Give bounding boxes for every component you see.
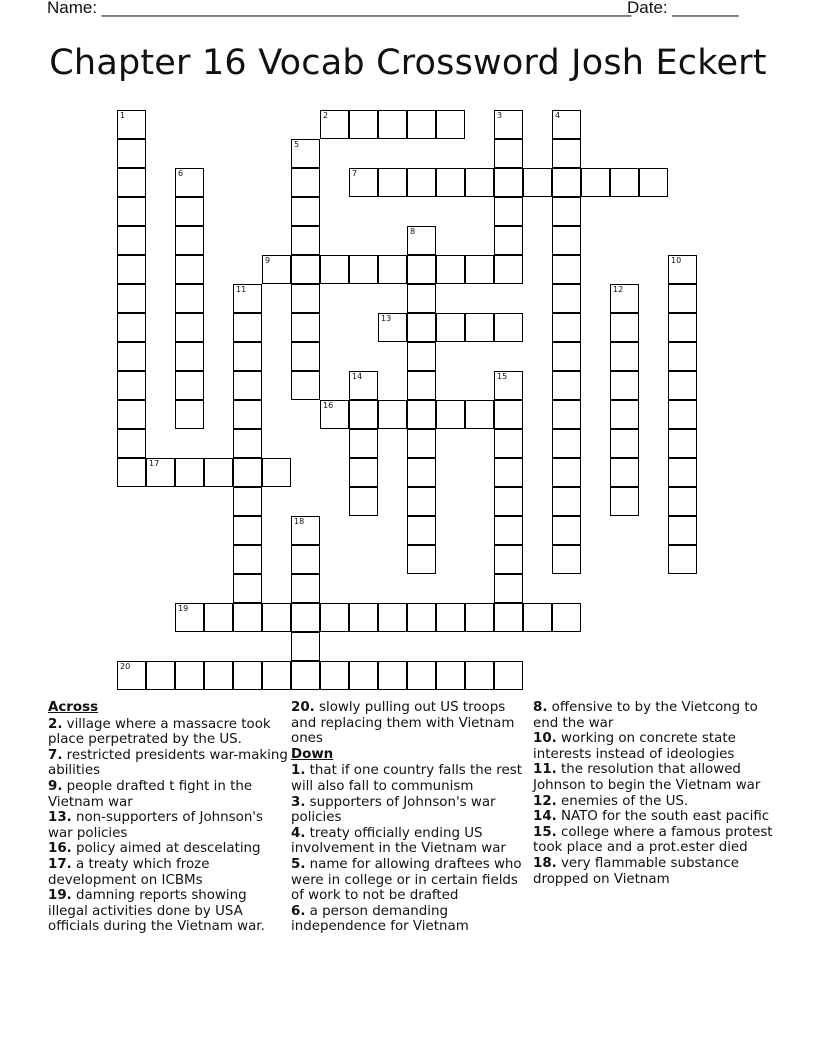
across-clue [48,841,288,857]
grid-cell[interactable] [175,400,204,429]
grid-cell[interactable] [407,516,436,545]
grid-cell[interactable] [552,603,581,632]
cell-number: 11 [236,285,247,294]
grid-cell[interactable] [407,284,436,313]
grid-cell[interactable] [407,371,436,400]
grid-cell[interactable] [610,342,639,371]
clue-number: 11. [533,762,557,778]
across-clue [48,810,288,841]
grid-cell[interactable] [349,661,378,690]
grid-cell[interactable] [407,400,436,429]
grid-cell[interactable] [204,458,233,487]
cell-number: 18 [294,517,305,526]
grid-cell[interactable] [407,313,436,342]
clue-number: 20. [291,700,315,715]
grid-cell[interactable] [436,661,465,690]
down-clue [291,826,531,857]
grid-cell[interactable] [465,313,494,342]
grid-cell[interactable] [117,429,146,458]
clue-number: 3. [291,794,306,810]
cell-number: 6 [178,169,184,178]
grid-cell[interactable] [494,574,523,603]
cell-number: 7 [352,169,358,178]
grid-cell[interactable] [552,487,581,516]
grid-cell[interactable] [349,168,378,197]
grid-cell[interactable] [407,255,436,284]
clue-number: 15. [533,824,557,840]
clue-number: 9. [48,778,63,794]
grid-cell[interactable] [610,400,639,429]
grid-cell[interactable] [291,342,320,371]
grid-cell[interactable] [552,313,581,342]
clue-number: 4. [291,825,306,841]
grid-cell[interactable] [668,342,697,371]
grid-cell[interactable] [175,342,204,371]
page-title: Chapter 16 Vocab Crossword Josh Eckert [49,43,767,83]
grid-cell[interactable] [349,458,378,487]
clue-text: non-supporters of Johnson's war policies [48,810,263,841]
across-heading: Across [48,700,99,715]
grid-cell[interactable] [146,458,175,487]
clue-number: 10. [533,731,557,747]
grid-cell[interactable] [494,139,523,168]
grid-cell[interactable] [320,400,349,429]
cell-number: 16 [323,401,334,410]
grid-cell[interactable] [117,226,146,255]
grid-cell[interactable] [494,226,523,255]
clue-text: restricted presidents war-making abilities [48,747,288,779]
grid-cell[interactable] [349,487,378,516]
grid-cell[interactable] [494,371,523,400]
grid-cell[interactable] [291,632,320,661]
clue-text: enemies of the US. [556,793,689,809]
down-clue [533,794,773,810]
grid-cell[interactable] [233,574,262,603]
grid-cell[interactable] [349,255,378,284]
grid-cell[interactable] [610,313,639,342]
clue-column-1 [48,700,288,935]
grid-cell[interactable] [552,284,581,313]
grid-cell[interactable] [262,661,291,690]
cell-number: 17 [149,459,160,468]
grid-cell[interactable] [291,603,320,632]
grid-cell[interactable] [639,168,668,197]
grid-cell[interactable] [407,458,436,487]
clue-number: 7. [48,747,63,763]
grid-cell[interactable] [465,168,494,197]
grid-cell[interactable] [407,168,436,197]
grid-cell[interactable] [494,429,523,458]
grid-cell[interactable] [552,429,581,458]
grid-cell[interactable] [552,516,581,545]
grid-cell[interactable] [349,429,378,458]
grid-cell[interactable] [494,400,523,429]
grid-cell[interactable] [117,255,146,284]
grid-cell[interactable] [494,516,523,545]
grid-cell[interactable] [117,371,146,400]
grid-cell[interactable] [407,429,436,458]
cell-number: 5 [294,140,300,149]
grid-cell[interactable] [349,603,378,632]
grid-cell[interactable] [465,661,494,690]
grid-cell[interactable] [175,313,204,342]
grid-cell[interactable] [668,429,697,458]
down-heading: Down [291,746,334,762]
grid-cell[interactable] [494,110,523,139]
clue-text: college where a famous protest took place and a prot.ester died [533,824,773,856]
clue-text: people drafted t fight in the Vietnam war [48,778,253,810]
grid-cell[interactable] [175,603,204,632]
grid-cell[interactable] [378,661,407,690]
grid-cell[interactable] [552,226,581,255]
across-clue [48,748,288,779]
across-clue [291,700,531,747]
grid-cell[interactable] [407,661,436,690]
grid-cell[interactable] [668,284,697,313]
down-clue [291,795,531,826]
grid-cell[interactable] [494,255,523,284]
grid-cell[interactable] [233,429,262,458]
grid-cell[interactable] [494,487,523,516]
grid-cell[interactable] [523,603,552,632]
clue-text: the resolution that allowed Johnson to begin the Vietnam war [533,762,761,793]
grid-cell[interactable] [494,603,523,632]
grid-cell[interactable] [552,545,581,574]
grid-cell[interactable] [436,255,465,284]
grid-cell[interactable] [262,603,291,632]
grid-cell[interactable] [668,487,697,516]
grid-cell[interactable] [117,342,146,371]
clue-text: slowly pulling out US troops and replacing them with Vietnam ones [291,700,515,747]
grid-cell[interactable] [378,313,407,342]
clue-number: 19. [48,888,72,904]
grid-cell[interactable] [552,371,581,400]
grid-cell[interactable] [233,661,262,690]
grid-cell[interactable] [291,284,320,313]
grid-cell[interactable] [465,603,494,632]
grid-cell[interactable] [320,661,349,690]
grid-cell[interactable] [204,603,233,632]
grid-cell[interactable] [494,458,523,487]
grid-cell[interactable] [436,110,465,139]
across-clue [48,717,288,748]
clue-number: 18. [533,855,557,871]
grid-cell[interactable] [465,400,494,429]
clue-text: working on concrete state interests instead of ideologies [533,731,736,762]
clue-number: 16. [48,841,72,857]
grid-cell[interactable] [668,371,697,400]
grid-cell[interactable] [436,603,465,632]
clue-text: treaty officially ending US involvement in the Vietnam war [291,825,506,857]
grid-cell[interactable] [465,255,494,284]
grid-cell[interactable] [175,197,204,226]
clue-text: damning reports showing illegal activities done by USA officials during the Vietnam war. [48,888,265,935]
clue-text: supporters of Johnson's war policies [291,794,496,826]
down-clue [533,825,773,856]
grid-cell[interactable] [291,168,320,197]
grid-cell[interactable] [175,284,204,313]
clue-text: name for allowing draftees who were in college or in certain fields of work to not be drafted [291,856,522,904]
clue-number: 2. [48,716,63,732]
clue-number: 13. [48,810,72,826]
grid-cell[interactable] [610,168,639,197]
grid-cell[interactable] [117,139,146,168]
grid-cell[interactable] [552,139,581,168]
grid-cell[interactable] [552,400,581,429]
grid-cell[interactable] [407,342,436,371]
across-clue [48,888,288,935]
grid-cell[interactable] [204,661,233,690]
grid-cell[interactable] [233,458,262,487]
grid-cell[interactable] [291,197,320,226]
grid-cell[interactable] [668,313,697,342]
clue-number: 1. [291,763,306,779]
grid-cell[interactable] [117,400,146,429]
grid-cell[interactable] [146,661,175,690]
across-clue [48,857,288,888]
grid-cell[interactable] [291,661,320,690]
grid-cell[interactable] [378,168,407,197]
grid-cell[interactable] [494,661,523,690]
grid-cell[interactable] [349,371,378,400]
grid-cell[interactable] [175,661,204,690]
grid-cell[interactable] [494,545,523,574]
grid-cell[interactable] [407,487,436,516]
grid-cell[interactable] [552,197,581,226]
clue-number: 17. [48,856,72,872]
grid-cell[interactable] [523,168,552,197]
grid-cell[interactable] [581,168,610,197]
date-field-label[interactable]: Date: _______ [627,0,739,17]
grid-cell[interactable] [407,226,436,255]
clue-text: offensive to by the Vietcong to end the war [533,700,758,731]
grid-cell[interactable] [494,313,523,342]
grid-cell[interactable] [668,255,697,284]
grid-cell[interactable] [349,400,378,429]
grid-cell[interactable] [668,516,697,545]
grid-cell[interactable] [233,545,262,574]
clue-text: NATO for the south east pacific [556,809,770,825]
grid-cell[interactable] [291,226,320,255]
grid-cell[interactable] [610,284,639,313]
grid-cell[interactable] [668,458,697,487]
clue-column-2 [291,700,531,935]
grid-cell[interactable] [233,400,262,429]
grid-cell[interactable] [117,458,146,487]
grid-cell[interactable] [233,487,262,516]
grid-cell[interactable] [233,516,262,545]
grid-cell[interactable] [552,458,581,487]
grid-cell[interactable] [552,342,581,371]
cell-number: 3 [497,111,503,120]
cell-number: 14 [352,372,363,381]
grid-cell[interactable] [175,371,204,400]
down-clue [533,809,773,825]
grid-cell[interactable] [436,313,465,342]
clue-number: 5. [291,856,306,872]
grid-cell[interactable] [291,313,320,342]
grid-cell[interactable] [407,545,436,574]
cell-number: 10 [671,256,682,265]
grid-cell[interactable] [320,255,349,284]
down-clue [533,762,773,793]
down-clue [291,904,531,935]
clue-text: a treaty which froze development on ICBMs [48,856,210,888]
down-clue [533,731,773,762]
clue-column-3 [533,700,773,887]
across-clue [48,779,288,810]
grid-cell[interactable] [291,516,320,545]
cell-number: 15 [497,372,508,381]
clue-number: 6. [291,903,306,919]
name-field-label[interactable]: Name: ________________________________________________________ [47,0,632,17]
grid-cell[interactable] [494,197,523,226]
grid-cell[interactable] [320,603,349,632]
cell-number: 12 [613,285,624,294]
grid-cell[interactable] [610,371,639,400]
cell-number: 8 [410,227,416,236]
clue-text: very flammable substance dropped on Vietnam [533,855,739,887]
grid-cell[interactable] [233,342,262,371]
grid-cell[interactable] [233,603,262,632]
grid-cell[interactable] [291,139,320,168]
grid-cell[interactable] [668,400,697,429]
grid-cell[interactable] [175,458,204,487]
cell-number: 9 [265,256,271,265]
cell-number: 4 [555,111,561,120]
grid-cell[interactable] [349,110,378,139]
grid-cell[interactable] [175,168,204,197]
grid-cell[interactable] [378,110,407,139]
grid-cell[interactable] [668,545,697,574]
grid-cell[interactable] [233,284,262,313]
grid-cell[interactable] [117,313,146,342]
grid-cell[interactable] [117,110,146,139]
clue-number: 8. [533,700,548,715]
clue-number: 12. [533,793,557,809]
grid-cell[interactable] [436,168,465,197]
grid-cell[interactable] [610,458,639,487]
clue-text: a person demanding independence for Vietnam [291,903,469,935]
down-clue [291,857,531,904]
grid-cell[interactable] [552,110,581,139]
grid-cell[interactable] [117,168,146,197]
down-clue [533,856,773,887]
grid-cell[interactable] [262,255,291,284]
grid-cell[interactable] [407,110,436,139]
clue-number: 14. [533,809,557,825]
clue-text: village where a massacre took place perpetrated by the US. [48,716,271,748]
grid-cell[interactable] [378,400,407,429]
grid-cell[interactable] [610,429,639,458]
grid-cell[interactable] [552,168,581,197]
cell-number: 2 [323,111,329,120]
clue-text: that if one country falls the rest will also fall to communism [291,763,522,794]
down-clue [291,763,531,794]
grid-cell[interactable] [291,545,320,574]
grid-cell[interactable] [610,487,639,516]
grid-cell[interactable] [378,603,407,632]
grid-cell[interactable] [262,458,291,487]
grid-cell[interactable] [175,226,204,255]
grid-cell[interactable] [291,574,320,603]
cell-number: 20 [120,662,131,671]
grid-cell[interactable] [407,603,436,632]
cell-number: 19 [178,604,189,613]
grid-cell[interactable] [175,255,204,284]
grid-cell[interactable] [436,400,465,429]
grid-cell[interactable] [117,661,146,690]
grid-cell[interactable] [291,255,320,284]
grid-cell[interactable] [378,255,407,284]
grid-cell[interactable] [494,168,523,197]
grid-cell[interactable] [233,371,262,400]
grid-cell[interactable] [320,110,349,139]
grid-cell[interactable] [117,284,146,313]
grid-cell[interactable] [552,255,581,284]
clue-text: policy aimed at descelating [71,841,261,857]
down-clue [533,700,773,731]
grid-cell[interactable] [233,313,262,342]
cell-number: 1 [120,111,126,120]
grid-cell[interactable] [117,197,146,226]
grid-cell[interactable] [291,371,320,400]
cell-number: 13 [381,314,392,323]
